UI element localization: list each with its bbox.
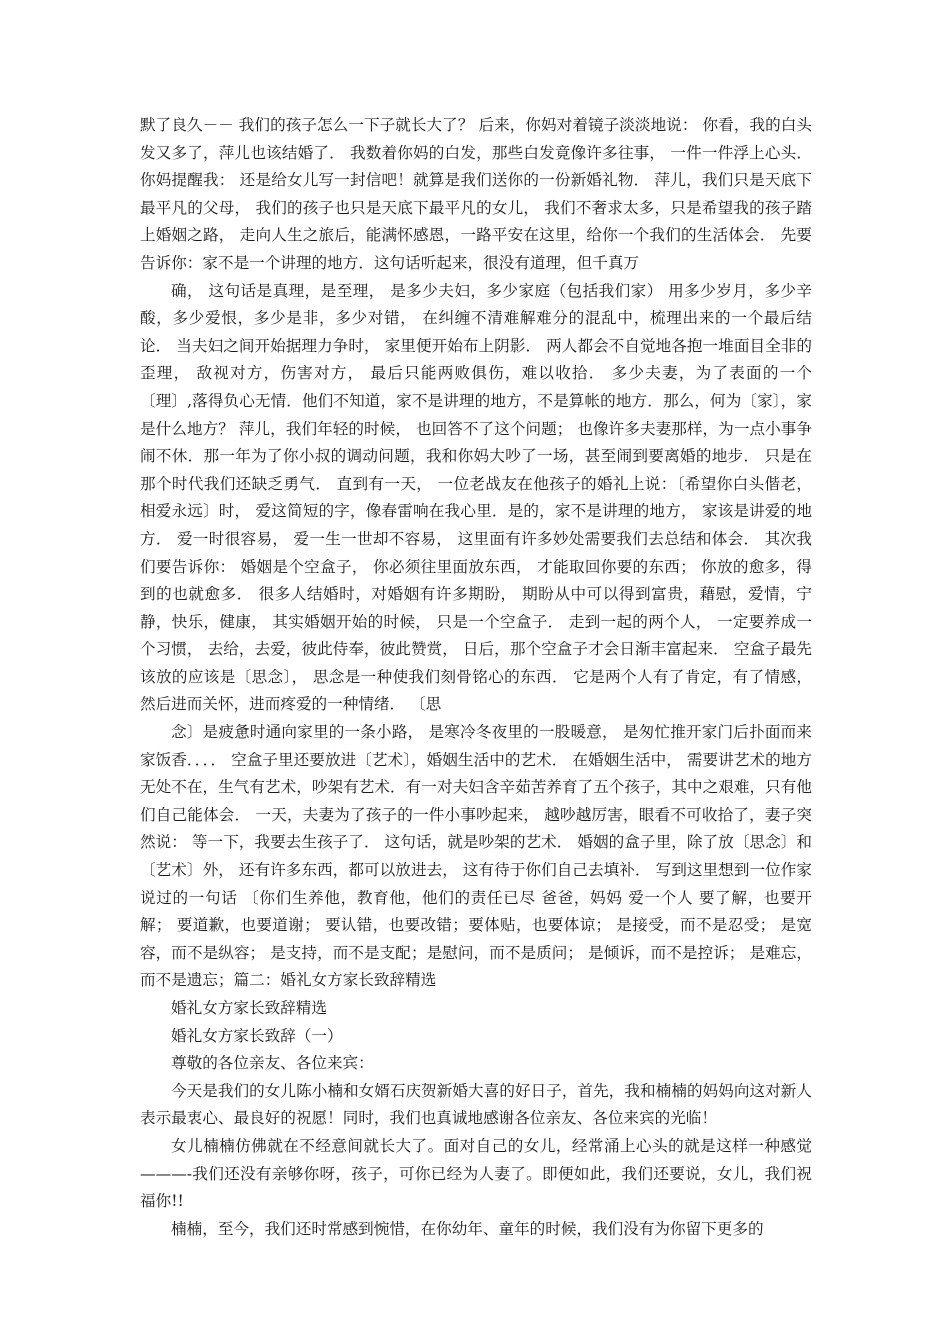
- subsection-heading: 婚礼女方家长致辞（一）: [171, 1026, 343, 1045]
- paragraph-1: 默了良久－－ 我们的孩子怎么一下子就长大了？ 后来，你妈对着镜子淡淡地说： 你看，我的白头发又多了，萍儿也该结婚了． 我数着你妈的白发，那些白发竟像许多往事， 一件一件浮上心头．你妈提醒我： 还是给女儿写一封信吧！就算是我们送你的一份新婚礼物． 萍儿，我们只是天底下最平凡的父母， 我们的孩子也只是天底下最平凡的女儿， 我们不奢求太多，只是希望我的孩子踏上婚姻之路， 走向人生之旅后，能满怀感恩，一路平安在这里，给你一个我们的生活体会． 先要告诉你：家不是一个讲理的地方．这句话听起来，很没有道理，但千真万: [140, 116, 812, 272]
- paragraph-2: 确， 这句话是真理，是至理， 是多少夫妇，多少家庭（包括我们家） 用多少岁月，多少辛酸，多少爱恨，多少是非，多少对错， 在纠缠不清难解难分的混乱中，梳理出来的一个最后结论． 当夫妇之间开始据理力争时， 家里便开始布上阴影． 两人都会不自觉地各抱一堆面目全非的歪理， 敌视对方，伤害对方， 最后只能两败俱伤，难以收拾． 多少夫妻，为了表面的一个〔理〕,落得负心无情．他们不知道，家不是讲理的地方，不是算帐的地方．那么，何为〔家〕，家是什么地方？ 萍儿，我们年轻的时候， 也回答不了这个问题； 也像许多夫妻那样，为一点小事争闹不休．那一年为了你小叔的调动问题，我和你妈大吵了一场，甚至闹到要离婚的地步． 只是在那个时代我们还缺乏勇气． 直到有一天， 一位老战友在他孩子的婚礼上说：〔希望你白头偕老，相爱永远〕时， 爱这简短的字，像春雷响在我心里．是的，家不是讲理的地方， 家该是讲爱的地方． 爱一时很容易， 爱一生一世却不容易， 这里面有许多妙处需要我们去总结和体会． 其次我们要告诉你： 婚姻是个空盒子， 你必须往里面放东西， 才能取回你要的东西； 你放的愈多，得到的也就愈多． 很多人结婚时，对婚姻有许多期盼， 期盼从中可以得到富贵，藉慰，爱情，宁静，快乐，健康， 其实婚姻开始的时候， 只是一个空盒子． 走到一起的两个人， 一定要养成一个习惯， 去给，去爱，彼此侍奉，彼此赞赏， 日后，那个空盒子才会日渐丰富起来． 空盒子最先该放的应该是〔思念〕， 思念是一种使我们刻骨铭心的东西． 它是两个人有了肯定，有了情感， 然后进而关怀，进而疼爱的一种情绪． 〔思: [140, 281, 812, 714]
- paragraph-9: 楠楠，至今，我们还时常感到惋惜，在你幼年、童年的时候，我们没有为你留下更多的: [171, 1219, 764, 1238]
- paragraph-8: 女儿楠楠仿佛就在不经意间就长大了。面对自己的女儿，经常涌上心头的就是这样一种感觉———-我们还没有亲够你呀，孩子，可你已经为人妻了。即便如此，我们还要说，女儿，我们祝福你!!: [140, 1136, 812, 1211]
- salutation: 尊敬的各位亲友、各位来宾：: [171, 1054, 374, 1073]
- section-heading: 婚礼女方家长致辞精选: [171, 999, 327, 1017]
- paragraph-3: 念〕是疲惫时通向家里的一条小路， 是寒冷冬夜里的一股暖意， 是匆忙推开家门后扑面而来家饭香．．．． 空盒子里还要放进〔艺术〕，婚姻生活中的艺术． 在婚姻生活中， 需要讲艺术的地方无处不在，生气有艺术，吵架有艺术．有一对夫妇含辛茹苦养育了五个孩子，其中之艰难，只有他们自己能体会． 一天，夫妻为了孩子的一件小事吵起来， 越吵越厉害，眼看不可收拾了，妻子突然说： 等一下，我要去生孩子了． 这句话，就是吵架的艺术． 婚姻的盒子里，除了放〔思念〕和〔艺术〕外， 还有许多东西，都可以放进去， 这有待于你们自己去填补． 写到这里想到一位作家说过的一句话 〔你们生养他，教育他，他们的责任已尽 爸爸，妈妈 爱一个人 要了解，也要开解； 要道歉，也要道谢； 要认错，也要改错；要体贴，也要体谅； 是接受，而不是忍受； 是宽容，而不是纵容； 是支持，而不是支配；是慰问，而不是质问； 是倾诉，而不是控诉； 是难忘，而不是遗忘；篇二：婚礼女方家长致辞精选: [140, 723, 812, 990]
- paragraph-7: 今天是我们的女儿陈小楠和女婿石庆贺新婚大喜的好日子，首先，我和楠楠的妈妈向这对新人表示最衷心、最良好的祝愿！同时，我们也真诚地感谢各位亲友、各位来宾的光临！: [140, 1081, 812, 1128]
